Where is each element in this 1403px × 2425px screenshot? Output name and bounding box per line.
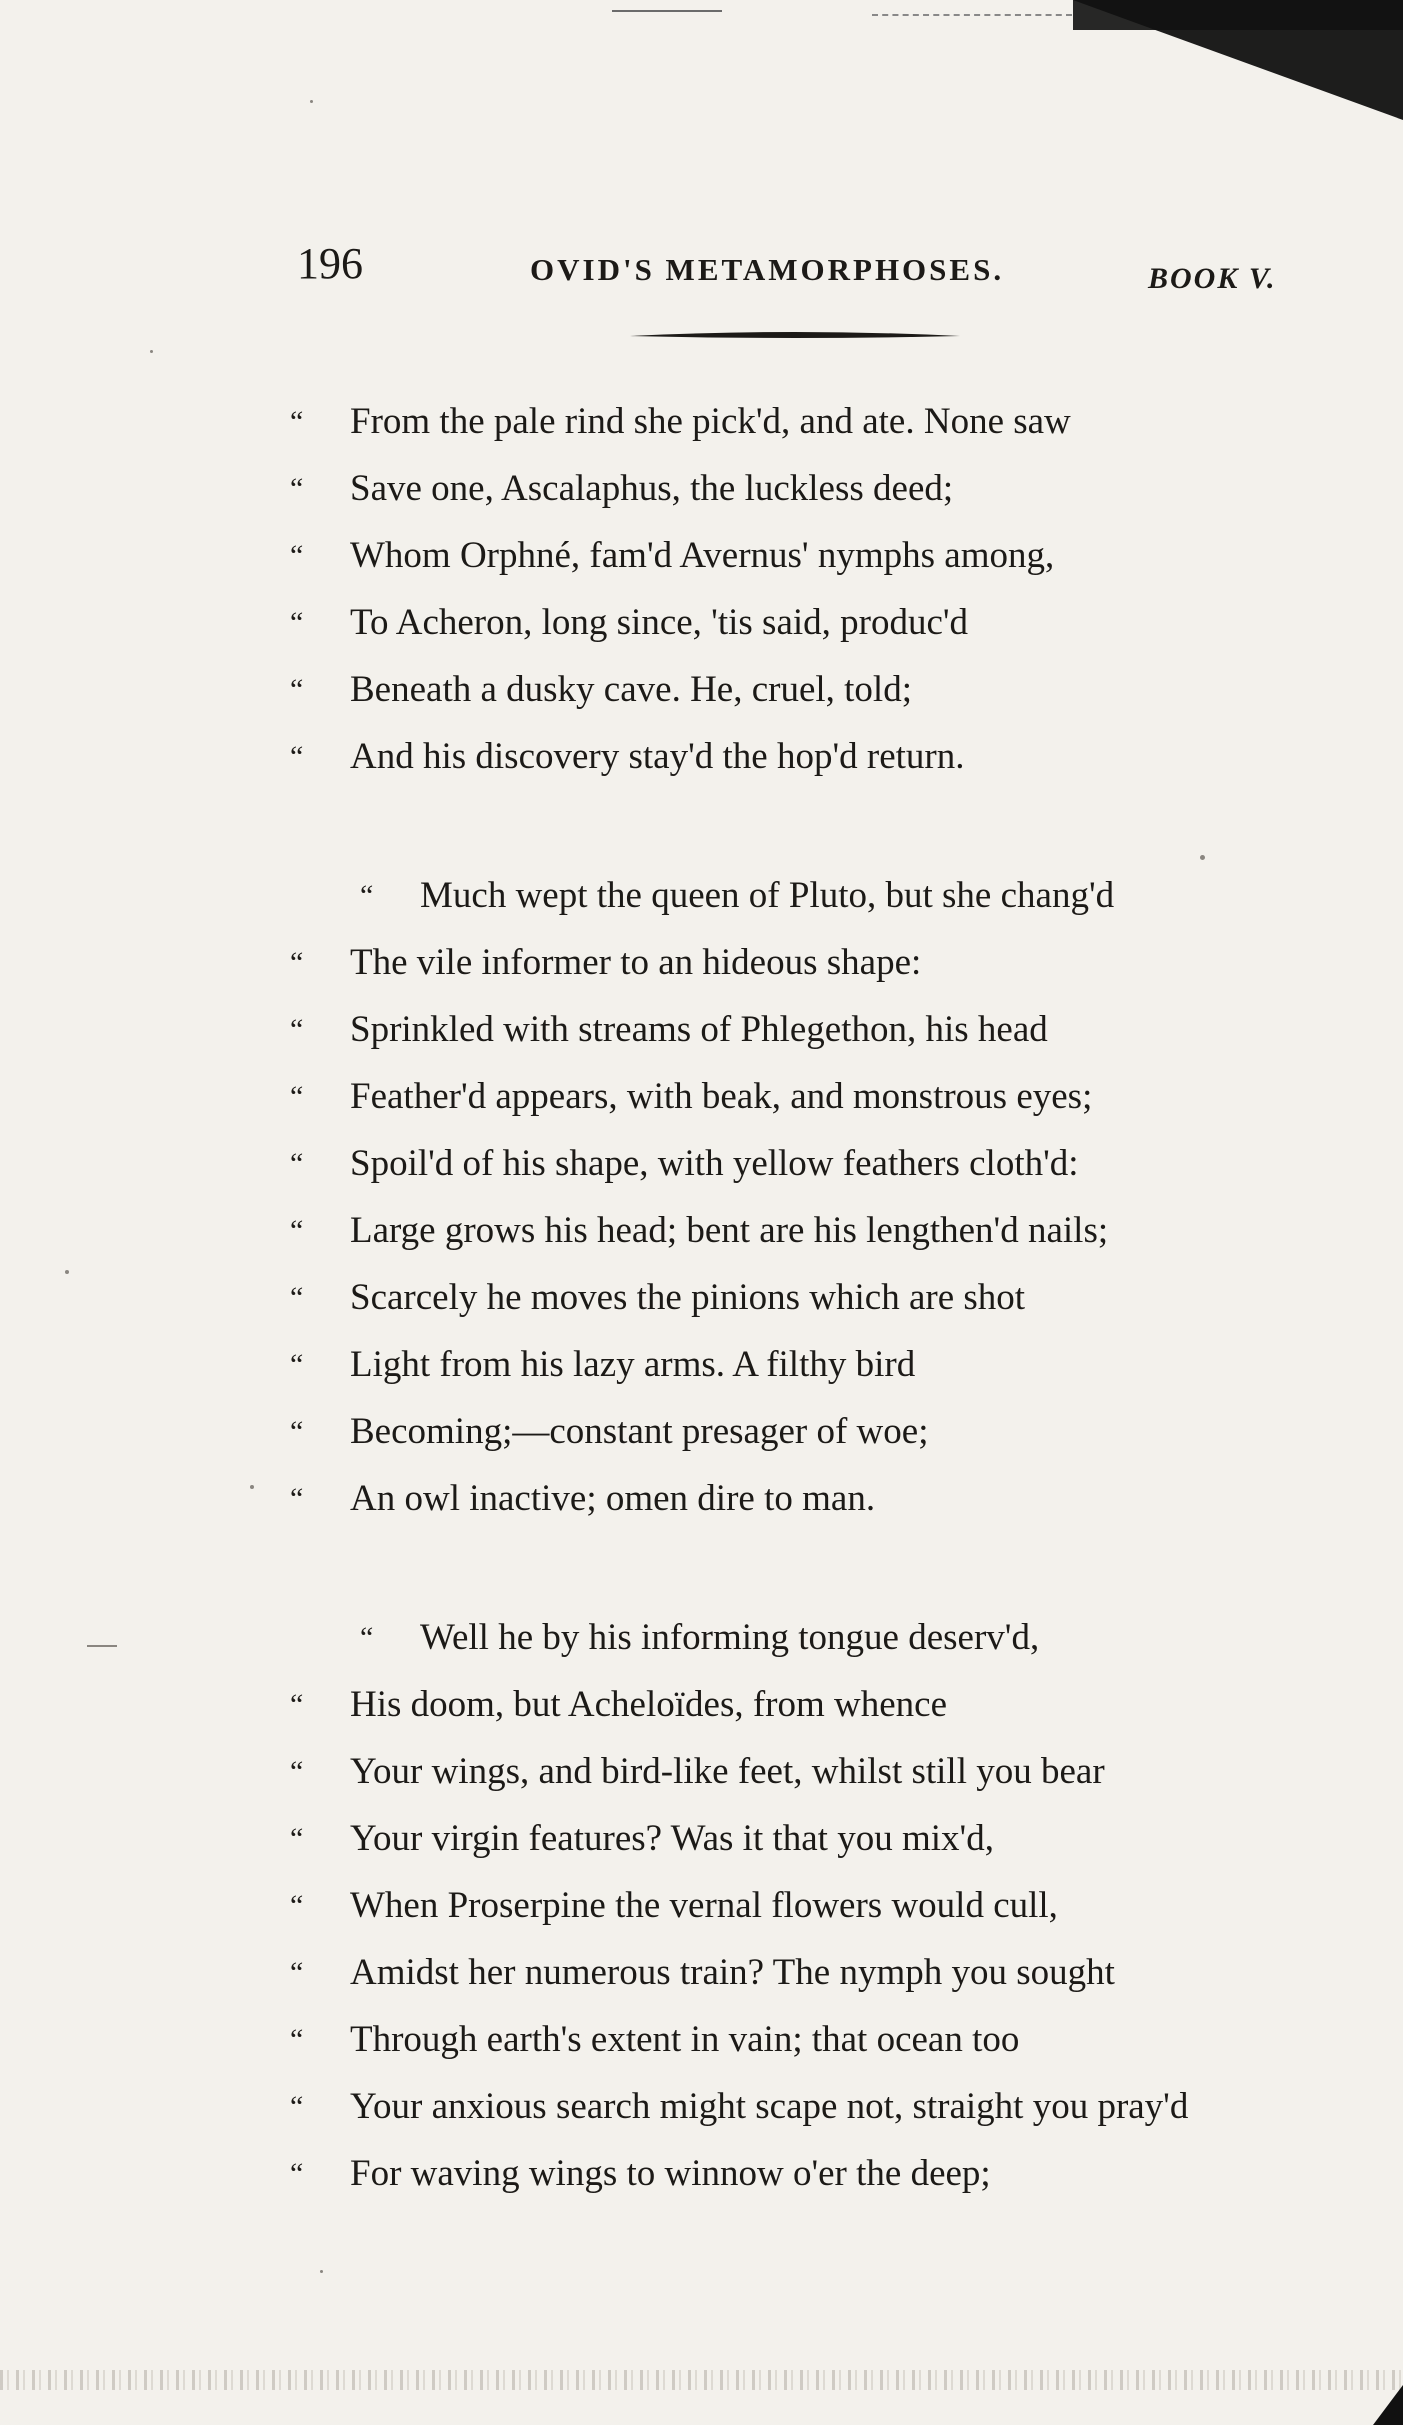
quote-mark: “ [290,1147,304,1180]
quote-mark: “ [290,1415,304,1448]
poem-text [290,388,1290,2207]
scan-speck [65,1270,69,1274]
scan-speck [150,350,153,353]
scan-speck [310,100,313,103]
verse-line: “ Sprinkled with streams of Phlegethon, his head [290,996,1290,1063]
quote-mark: “ [290,2157,304,2190]
verse-line: “ When Proserpine the vernal flowers would cull, [290,1872,1290,1939]
quote-mark: “ [290,673,304,706]
scan-speck [87,1645,117,1647]
quote-mark: “ [290,1956,304,1989]
verse-line: “ Large grows his head; bent are his lengthen'd nails; [290,1197,1290,1264]
scan-speck [1200,855,1205,860]
verse-line: “ And his discovery stay'd the hop'd return. [290,723,1290,790]
stanza-gap [290,1532,1290,1604]
quote-mark: “ [290,740,304,773]
scan-bottom-edge [1373,2385,1403,2425]
header-ornament-rule [630,330,960,340]
quote-mark: “ [290,1822,304,1855]
verse-line: “ An owl inactive; omen dire to man. [290,1465,1290,1532]
verse-line: “ Through earth's extent in vain; that ocean too [290,2006,1290,2073]
quote-mark: “ [290,405,304,438]
quote-mark: “ [290,2023,304,2056]
running-header [0,238,1403,298]
quote-mark: “ [290,1214,304,1247]
verse-line: “ Well he by his informing tongue deserv'd, [290,1604,1290,1671]
stanza-gap [290,790,1290,862]
top-rule [612,10,722,12]
verse-line: “ Your anxious search might scape not, straight you pray'd [290,2073,1290,2140]
top-dashed-rule [872,14,1072,16]
page-number: 196 [297,239,363,288]
stanza-1 [290,388,1290,790]
verse-line: “ From the pale rind she pick'd, and ate. None saw [290,388,1290,455]
verse-line: “ Becoming;—constant presager of woe; [290,1398,1290,1465]
quote-mark: “ [290,539,304,572]
quote-mark: “ [290,1482,304,1515]
quote-mark: “ [290,606,304,639]
book-label: BOOK V. [1148,262,1277,295]
quote-mark: “ [290,946,304,979]
verse-line: “ Feather'd appears, with beak, and monstrous eyes; [290,1063,1290,1130]
verse-line: “ Your virgin features? Was it that you mix'd, [290,1805,1290,1872]
quote-mark: “ [290,1013,304,1046]
stanza-2 [290,862,1290,1532]
stanza-3 [290,1604,1290,2207]
verse-line: “ Your wings, and bird-like feet, whilst still you bear [290,1738,1290,1805]
quote-mark: “ [290,2090,304,2123]
quote-mark: “ [290,472,304,505]
verse-line: “ Amidst her numerous train? The nymph you sought [290,1939,1290,2006]
scan-bottom-noise [0,2370,1403,2390]
verse-line: “ For waving wings to winnow o'er the deep; [290,2140,1290,2207]
verse-line: “ Beneath a dusky cave. He, cruel, told; [290,656,1290,723]
scan-speck [320,2270,323,2273]
quote-mark: “ [290,1688,304,1721]
verse-line: “ Whom Orphné, fam'd Avernus' nymphs among, [290,522,1290,589]
verse-line: “ Much wept the queen of Pluto, but she chang'd [290,862,1290,929]
quote-mark: “ [290,1755,304,1788]
quote-mark: “ [290,1281,304,1314]
verse-line: “ Spoil'd of his shape, with yellow feathers cloth'd: [290,1130,1290,1197]
quote-mark: “ [290,1080,304,1113]
verse-line: “ Scarcely he moves the pinions which are shot [290,1264,1290,1331]
quote-mark: “ [360,1621,374,1654]
verse-line: “ His doom, but Acheloïdes, from whence [290,1671,1290,1738]
verse-line: “ The vile informer to an hideous shape: [290,929,1290,996]
quote-mark: “ [290,1348,304,1381]
scan-speck [250,1485,254,1489]
verse-line: “ Save one, Ascalaphus, the luckless deed; [290,455,1290,522]
quote-mark: “ [290,1889,304,1922]
quote-mark: “ [360,879,374,912]
verse-line: “ To Acheron, long since, 'tis said, produc'd [290,589,1290,656]
verse-line: “ Light from his lazy arms. A filthy bird [290,1331,1290,1398]
running-title: OVID'S METAMORPHOSES. [530,252,1005,287]
scan-corner-shadow-tip [1073,0,1403,120]
